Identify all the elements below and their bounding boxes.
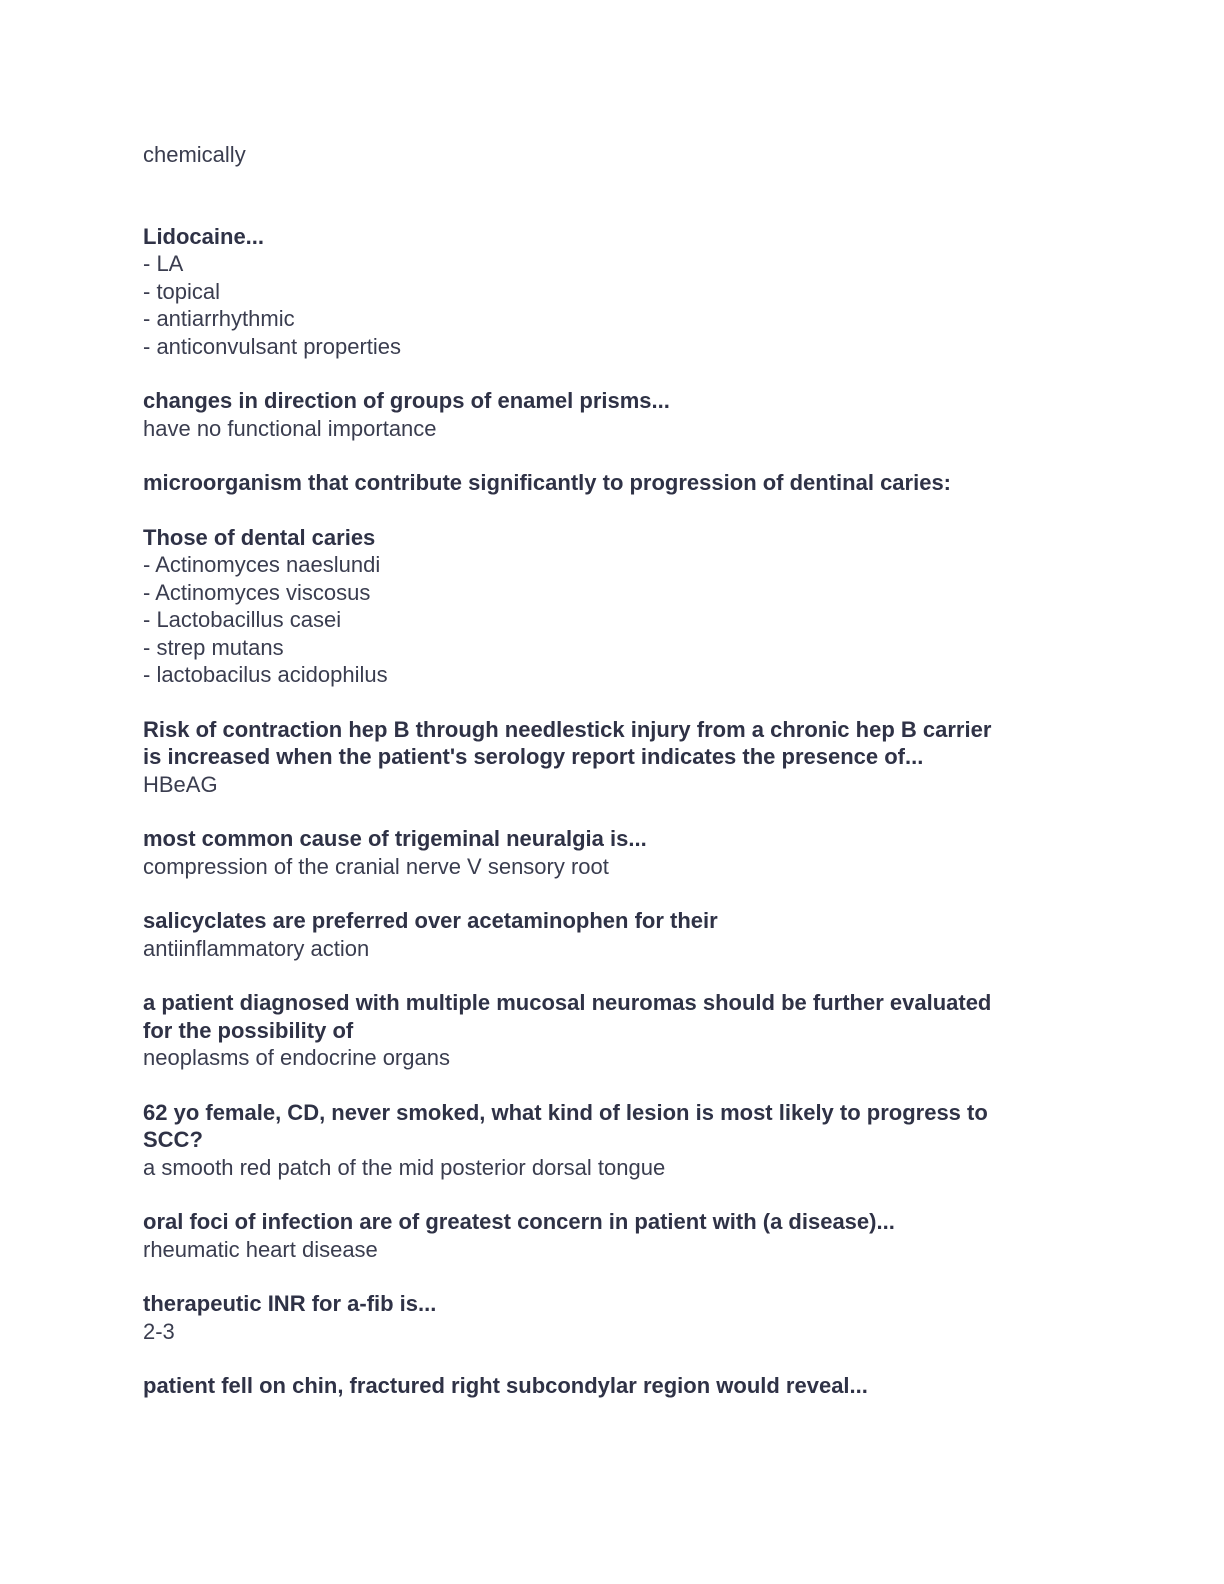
text-block — [143, 141, 1083, 169]
qa-block — [143, 1290, 1083, 1345]
answer-line: - antiarrhythmic — [143, 306, 295, 331]
qa-block — [143, 387, 1083, 442]
document-page — [143, 141, 1083, 1400]
question-line: therapeutic INR for a-fib is... — [143, 1291, 437, 1316]
question-line: for the possibility of — [143, 1017, 354, 1043]
answer-line: - lactobacilus acidophilus — [143, 662, 388, 687]
answer-line: - LA — [143, 251, 184, 276]
question-line: oral foci of infection are of greatest concern in patient with (a disease)... — [143, 1209, 895, 1234]
answer-line: antiinflammatory action — [143, 935, 370, 961]
question-line: most common cause of trigeminal neuralgia is... — [143, 826, 647, 851]
answer-line: 2-3 — [143, 1318, 175, 1344]
question-line: is increased when the patient's serology report indicates the presence of... — [143, 744, 924, 769]
qa-block — [143, 907, 1083, 962]
qa-block — [143, 524, 1083, 689]
answer-line: have no functional importance — [143, 415, 437, 441]
question-line: salicyclates are preferred over acetaminophen for their — [143, 908, 718, 933]
qa-block — [143, 469, 1083, 497]
question-line: a patient diagnosed with multiple mucosal neuromas should be further evaluated — [143, 990, 992, 1015]
question-line: patient fell on chin, fractured right subcondylar region would reveal... — [143, 1373, 868, 1398]
answer-line: neoplasms of endocrine organs — [143, 1045, 450, 1070]
answer-line: - Actinomyces viscosus — [143, 579, 371, 605]
question-line: 62 yo female, CD, never smoked, what kind of lesion is most likely to progress to — [143, 1099, 988, 1125]
qa-block — [143, 223, 1083, 361]
answer-line: - Lactobacillus casei — [143, 607, 342, 632]
question-line: Lidocaine... — [143, 223, 265, 249]
answer-line: compression of the cranial nerve V sensory root — [143, 853, 609, 879]
qa-block — [143, 989, 1083, 1072]
answer-line: - anticonvulsant properties — [143, 333, 402, 359]
answer-line: - strep mutans — [143, 634, 284, 660]
question-line: microorganism that contribute significantly to progression of dentinal caries: — [143, 470, 952, 495]
answer-line: chemically — [143, 142, 246, 167]
qa-block — [143, 1208, 1083, 1263]
qa-block — [143, 1372, 1083, 1400]
qa-block — [143, 1099, 1083, 1182]
answer-line: a smooth red patch of the mid posterior dorsal tongue — [143, 1154, 666, 1180]
answer-line: rheumatic heart disease — [143, 1236, 378, 1262]
qa-block — [143, 825, 1083, 880]
answer-line: HBeAG — [143, 771, 218, 797]
qa-block — [143, 716, 1083, 799]
answer-line: - Actinomyces naeslundi — [143, 552, 381, 577]
answer-line: - topical — [143, 278, 221, 304]
question-line: changes in direction of groups of enamel prisms... — [143, 388, 670, 413]
question-line: SCC? — [143, 1127, 203, 1152]
question-line: Those of dental caries — [143, 524, 376, 550]
question-line: Risk of contraction hep B through needlestick injury from a chronic hep B carrier — [143, 716, 992, 742]
